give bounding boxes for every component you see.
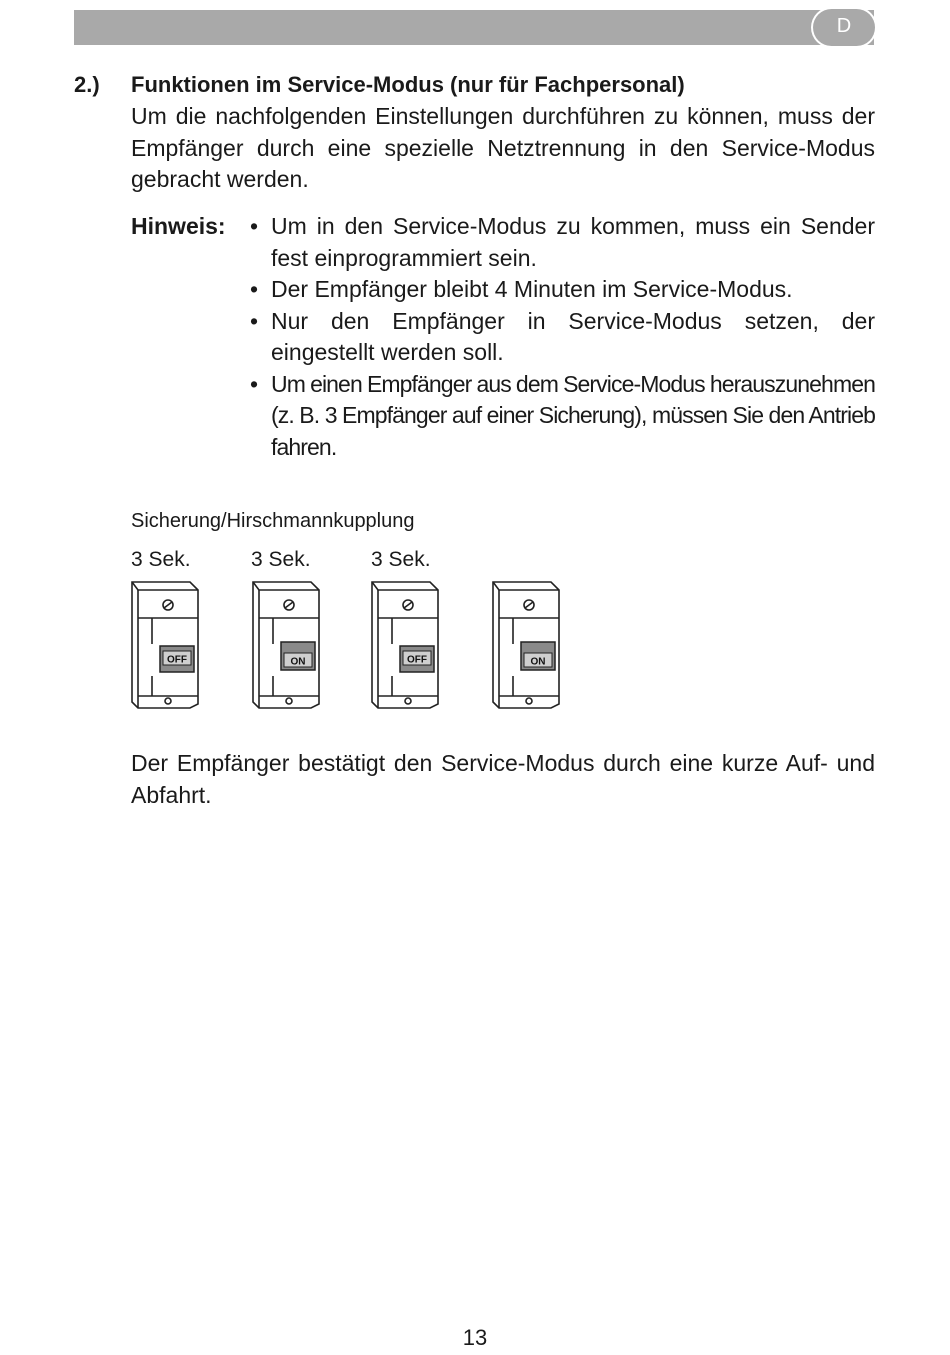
bullet-icon: • xyxy=(250,307,259,334)
duration-label: 3 Sek. xyxy=(371,548,431,571)
circuit-breaker-icon xyxy=(251,578,321,714)
circuit-breaker-icon xyxy=(370,578,440,714)
hinweis-item: • Der Empfänger bleibt 4 Minuten im Service-Modus. xyxy=(250,274,875,306)
intro-paragraph: Um die nachfolgenden Einstellungen durchführen zu können, muss der Empfänger durch eine spezielle Netztrennung in den Service-Modus gebracht werden. xyxy=(131,103,875,192)
circuit-breaker-icon xyxy=(491,578,561,714)
breaker-state-label: ON xyxy=(530,656,546,668)
hinweis-item: • Um in den Service-Modus zu kommen, muss ein Sender fest einprogrammiert sein. xyxy=(250,213,875,271)
circuit-breaker-icon xyxy=(130,578,200,714)
section-number: 2.) xyxy=(74,72,100,97)
header-bar xyxy=(74,10,874,45)
bullet-icon: • xyxy=(250,276,259,302)
breaker-state-label: OFF xyxy=(407,654,427,666)
hinweis-item: • Nur den Empfänger in Service-Modus setzen, der eingestellt werden soll. xyxy=(250,307,875,365)
bullet-icon: • xyxy=(250,213,259,239)
duration-label: 3 Sek. xyxy=(131,548,191,571)
outro-paragraph: Der Empfänger bestätigt den Service-Modus durch eine kurze Auf- und Abfahrt. xyxy=(131,750,875,808)
section-title: Funktionen im Service-Modus (nur für Fachpersonal) xyxy=(131,72,685,97)
hinweis-label: Hinweis: xyxy=(131,213,226,239)
language-badge: D xyxy=(813,9,875,46)
figure-caption: Sicherung/Hirschmannkupplung xyxy=(131,510,415,532)
hinweis-item: • Um einen Empfänger aus dem Service-Modus herauszunehmen (z. B. 3 Empfänger auf einer Sicherung), müssen Sie den Antrieb fahren. xyxy=(250,370,875,460)
bullet-icon: • xyxy=(250,370,258,397)
page-number: 13 xyxy=(462,1325,488,1350)
hinweis-list xyxy=(250,211,875,463)
duration-label: 3 Sek. xyxy=(251,548,311,571)
breaker-state-label: ON xyxy=(290,656,306,668)
breaker-state-label: OFF xyxy=(167,654,187,666)
